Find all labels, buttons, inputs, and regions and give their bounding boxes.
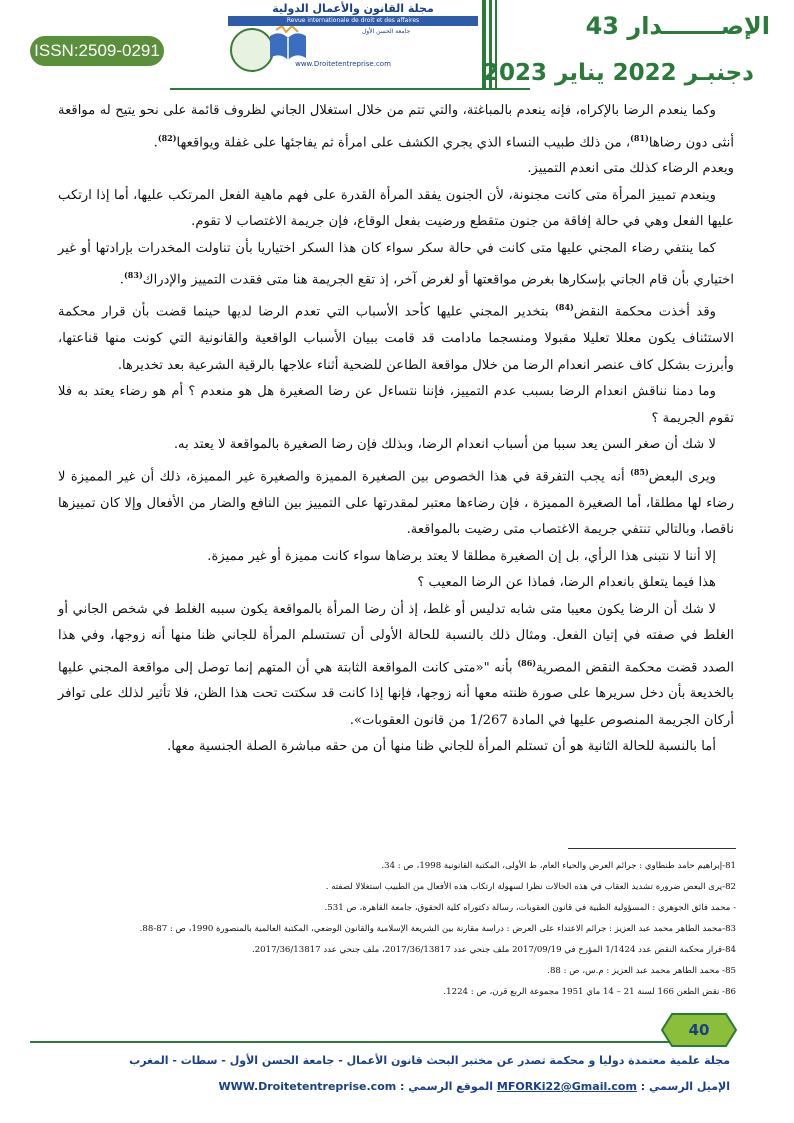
footnote: - محمد فائق الجوهري : المسؤولية الطبية في قانون العقوبات، رسالة دكتوراه كلية الحقوق، جامعة القاهرة، ص 531.: [324, 903, 736, 913]
footnote-ref: (83): [124, 270, 143, 281]
paragraph: وما دمنا نناقش انعدام الرضا بسبب عدم التمييز، فإننا نتساءل عن رضا الصغيرة هل هو منعدم ؟ أم هو رضاء يعتد به فلا تقوم الجريمة ؟: [58, 384, 734, 426]
page-number: 40: [688, 1021, 710, 1039]
page-header: [0, 0, 794, 92]
footnote: 85- محمد الطاهر محمد عبد العزيز : م.س، ص : 88.: [547, 966, 736, 976]
article-body: [58, 98, 734, 761]
footnote-ref: (86): [517, 657, 537, 668]
footer-contact-line: [40, 1080, 730, 1093]
paragraph: كما ينتفي رضاء المجني عليها متى كانت في حالة سكر سواء كان هذا السكر اختياريا بأن تناولت المخدرات بإرادتها أو غير اختياري بأن قام الجاني بإسكارها بغرض مواقعتها أو لغرض آخر، إذ تقع الجريمة هنا متى فقدت التمييز والإدراك$^{(83)}$.: [58, 240, 734, 288]
footnote: 84-قرار محكمة النقض عدد 1/1424 المؤرخ في 2017/09/19 ملف جنحي عدد 2017/36/13817، ملف جنحي عدد 2017/36/13817.: [251, 945, 736, 955]
footnote-ref: (84): [555, 302, 574, 313]
issn-badge: ISSN:2509-0291: [30, 36, 164, 66]
paragraph: أما بالنسبة للحالة الثانية هو أن تستلم المرأة للجاني ظنا منها أن من حقه مباشرة الصلة الجنسية معها.: [167, 739, 716, 755]
footnote: 86- نقض الطعن 166 لسنة 21 – 14 ماي 1951 مجموعة الربع قرن، ص : 1224.: [443, 987, 736, 997]
footnote: 83-محمد الطاهر محمد عبد العزيز : جرائم الاعتداء على العرض : دراسة مقارنة بين الشريعة الإسلامية والقانون الوضعي، المكتبة العالمية بالمنصورة 1990، ص : 87-88.: [139, 924, 736, 934]
site-link[interactable]: WWW.Droitetentreprise.com: [218, 1080, 397, 1093]
footnotes: [56, 856, 736, 1003]
journal-subtitle: Revue internationale de droit et des affaires: [228, 16, 478, 26]
issue-number: الإصـــــــدار 43: [585, 12, 770, 40]
email-link[interactable]: MFORKi22@Gmail.com: [496, 1080, 637, 1093]
email-label: الإميل الرسمي :: [636, 1080, 730, 1093]
paragraph: ويعدم الرضاء كذلك متى انعدم التمييز.: [527, 161, 734, 177]
journal-website: www.Droitetentreprise.com: [295, 60, 391, 68]
footnote-ref: (82): [157, 132, 177, 143]
footnote: 82-يرى البعض ضرورة تشديد العقاب في هذه الحالات نظرا لسهولة ارتكاب هذه الأفعال من الطبيب استغلالا لصفته .: [325, 882, 736, 892]
book-icon: [268, 26, 308, 62]
footer-rule: [30, 1041, 670, 1043]
paragraph: وينعدم تمييز المرأة متى كانت مجنونة، لأن الجنون يفقد المرأة القدرة على فهم ماهية الفعل المرتكب عليها، أما إذا ارتكب عليها الفعل وهي في حالة إفاقة من جنون متقطع ورضيت بفعل الوقاع، فإن جريمة الاغتصاب لا تقوم.: [58, 187, 734, 230]
header-rule: [170, 88, 530, 90]
paragraph: وكما ينعدم الرضا بالإكراه، فإنه ينعدم بالمباغتة، والتي تتم من خلال استغلال الجاني لظروف قائمة على نحو يتيح له مواقعة أنثى دون رضاها$^{(81)}$، من ذلك طبيب النساء الذي يجري الكشف على امرأة ثم يفاجئها على غفلة ويواقعها$^{(82)}$.: [58, 103, 734, 150]
footnote-ref: (81): [630, 132, 649, 143]
paragraph: لا شك أن الرضا يكون معيبا متى شابه تدليس أو غلط، إذ أن رضا المرأة بالمواقعة يكون سببه الغلط في شخص الجاني أو الغلط في صفته في إتيان الفعل. ومثال ذلك بالنسبة للحالة الأولى أن تستسلم المرأة للجاني ظنا منها أنه زوجها، وفي هذا الصدد قضت محكمة النقض المصرية$^{(86)}$ بأنه "«متى كانت المواقعة الثابتة هي أن المتهم إنما توصل إلى مواقعة المجني عليها بالخديعة بأن دخل سريرها على صورة ظنته معها أنه زوجها، فإنها إذا كانت قد سكتت تحت هذا الظن، فلا تأثير لذلك على توافر أركان الجريمة المنصوص عليها في المادة 1/267 من قانون العقوبات».: [58, 601, 735, 728]
journal-title: مجلة القانون والأعمال الدولية: [272, 2, 434, 15]
issue-date: دجنبـر 2022 يناير 2023: [483, 60, 754, 86]
footer-journal-line: مجلة علمية معتمدة دوليا و محكمة تصدر عن مختبر البحث قانون الأعمال - جامعة الحسن الأول - سطات - المغرب: [129, 1054, 730, 1067]
journal-logo: [218, 2, 478, 70]
footnote-ref: (85): [630, 466, 649, 477]
university-name: جامعة الحسن الأول: [361, 28, 411, 35]
site-label: الموقع الرسمي :: [396, 1080, 497, 1093]
paragraph: إلا أننا لا نتبنى هذا الرأي، بل إن الصغيرة مطلقا لا يعتد برضاها سواء كانت مميزة أو غير مميزة.: [207, 548, 716, 564]
paragraph: وقد أخذت محكمة النقض$^{(84)}$ بتخدير المجني عليها كأحد الأسباب التي تعدم الرضا لديها حينما قضت بأن قرار محكمة الاستئناف يكون معللا تعليلا مقبولا ومنسجما مادامت قد قامت ببيان الأسباب الواقعية والقانونية التي كونت منها قناعتها، وأبرزت بشكل كاف عنصر انعدام الرضا من خلال مواقعة الطاعن للضحية أثناء علاجها بالرقية الشرعية بعد تخديرها.: [58, 302, 734, 373]
paragraph: ويرى البعض$^{(85)}$ أنه يجب التفرقة في هذا الخصوص بين الصغيرة المميزة والصغيرة غير المميزة، ذلك أن غير المميزة لا رضاء لها مطلقا، أما الصغيرة المميزة ، فإن رضاءها معتبر لمقدرتها على التمييز بين النافع والضار من الأفعال وإلا كان تمييزها ناقصا، وبالتالي تنتفي جريمة الاغتصاب متى رضيت بالمواقعة.: [58, 466, 734, 538]
paragraph: هذا فيما يتعلق بانعدام الرضا، فماذا عن الرضا المعيب ؟: [417, 575, 716, 591]
paragraph: لا شك أن صغر السن يعد سببا من أسباب انعدام الرضا، وبذلك فإن رضا الصغيرة بالمواقعة لا يعتد به.: [173, 437, 716, 453]
footnote-separator: [568, 848, 736, 849]
footnote: 81-إبراهيم حامد طنطاوي : جرائم العرض والحياء العام، ط الأولى، المكتبة القانونية 1998، ص : 34.: [381, 861, 736, 871]
